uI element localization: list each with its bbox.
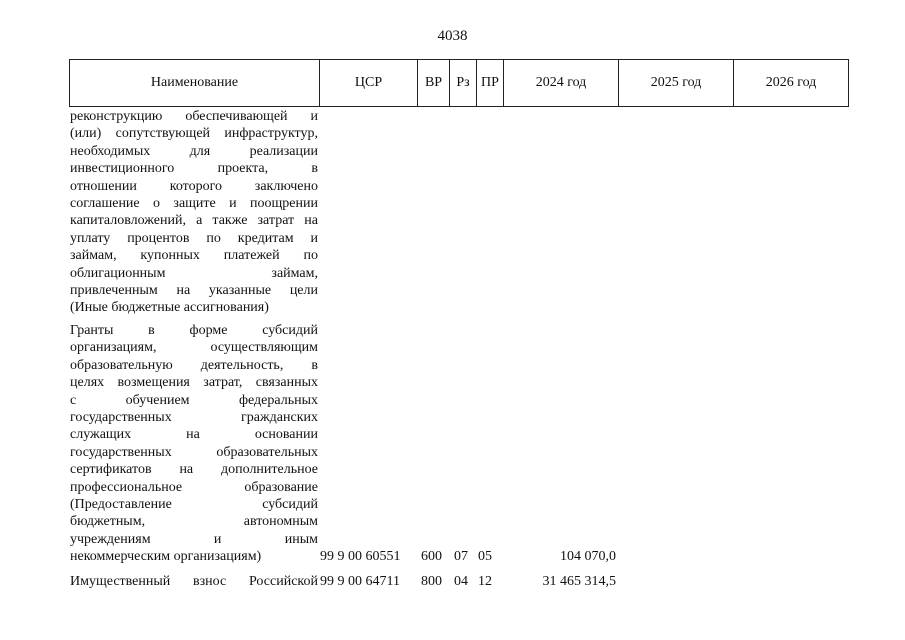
row-3-pr: 12 (478, 574, 492, 589)
text-line: облигационным займам, (70, 265, 318, 281)
text-line: Имущественный взнос Российской (70, 574, 318, 589)
text-line: целях возмещения затрат, связанных (70, 375, 318, 391)
row-2-name (70, 322, 318, 565)
text-line: (Предоставление субсидий (70, 496, 318, 512)
header-name: Наименование (70, 60, 320, 106)
text-line: некоммерческим организациям) (70, 549, 262, 565)
text-line: отношении которого заключено (70, 178, 318, 194)
text-line: соглашение о защите и поощрении (70, 195, 318, 211)
row-2-rz: 07 (454, 549, 468, 564)
row-2-2024: 104 070,0 (560, 549, 616, 564)
text-line: государственных гражданских (70, 409, 318, 425)
header-2026: 2026 год (765, 75, 817, 90)
text-line: профессиональное образование (70, 479, 318, 495)
text-line: займам, купонных платежей по (70, 248, 318, 264)
text-line: уплату процентов по кредитам и (70, 230, 318, 246)
text-line: сертификатов на дополнительное (70, 462, 318, 478)
table-header (69, 59, 849, 107)
row-2-csr: 99 9 00 60551 (320, 549, 401, 564)
text-line: государственных образовательных (70, 444, 318, 460)
header-rz: Рз (450, 60, 477, 106)
row-3-2024: 31 465 314,5 (542, 574, 616, 589)
text-line: образовательную деятельность, в (70, 357, 318, 373)
header-2024: 2024 год (504, 60, 619, 106)
row-3-csr: 99 9 00 64711 (320, 574, 400, 589)
row-3-name (70, 573, 318, 590)
text-line: реконструкцию обеспечивающей и (70, 109, 318, 124)
text-line: капиталовложений, а также затрат на (70, 213, 318, 229)
text-line: (или) сопутствующей инфраструктур, (70, 126, 318, 142)
text-line: (Иные бюджетные ассигнования) (70, 300, 269, 316)
text-line: необходимых для реализации (70, 143, 318, 159)
text-line: служащих на основании (70, 427, 318, 443)
text-line: привлеченным на указанные цели (70, 282, 318, 298)
text-line: бюджетным, автономным (70, 514, 318, 530)
header-csr: ЦСР (320, 60, 418, 106)
header-pr: ПР (477, 60, 504, 106)
row-3-rz: 04 (454, 574, 468, 589)
row-1-name (70, 108, 318, 317)
header-vr: ВР (418, 60, 450, 106)
text-line: учреждениям и иным (70, 531, 318, 547)
header-2025: 2025 год (619, 60, 734, 106)
row-2-vr: 600 (421, 549, 442, 564)
row-3-vr: 800 (421, 574, 442, 589)
text-line: инвестиционного проекта, в (70, 161, 318, 177)
row-2-pr: 05 (478, 549, 492, 564)
page-number: 4038 (437, 28, 468, 44)
text-line: с обучением федеральных (70, 392, 318, 408)
text-line: организациям, осуществляющим (70, 340, 318, 356)
text-line: Гранты в форме субсидий (70, 323, 318, 338)
